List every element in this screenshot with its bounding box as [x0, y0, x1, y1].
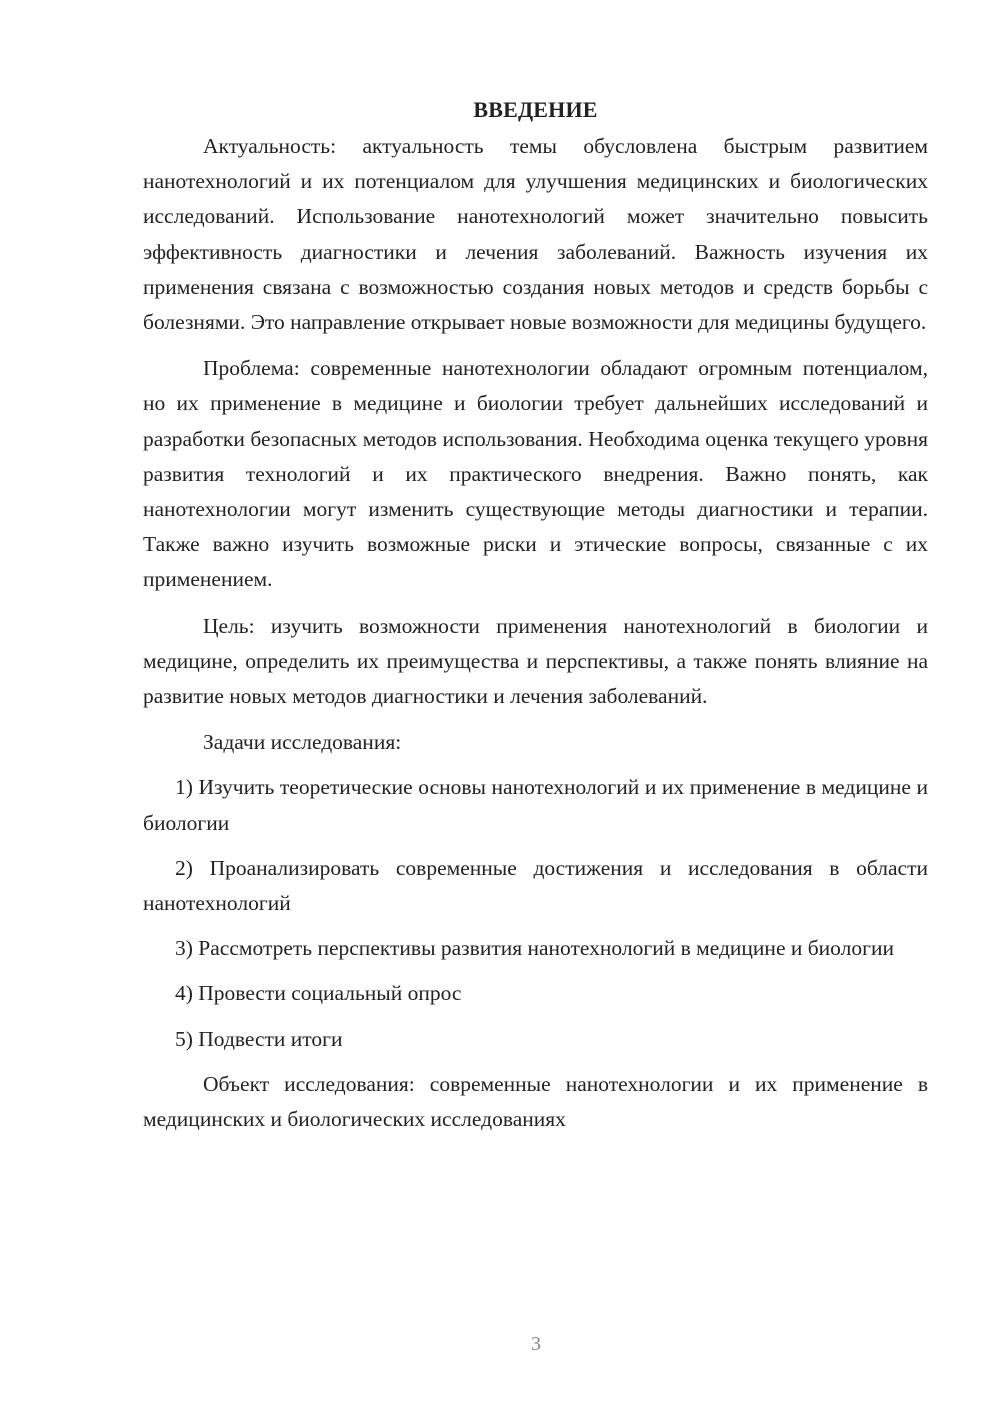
page-title: ВВЕДЕНИЕ	[473, 97, 598, 122]
task-item: 1) Изучить теоретические основы нанотехнологий и их применение в медицине и биологии	[143, 775, 928, 835]
task-item: 3) Рассмотреть перспективы развития нанотехнологий в медицине и биологии	[175, 936, 894, 961]
tasks-list	[143, 770, 928, 1056]
goal-paragraph: Цель: изучить возможности применения нанотехнологий в биологии и медицине, определить их преимущества и перспективы, а также понять влияние на развитие новых методов диагностики и лечения заболеваний.	[143, 613, 928, 709]
task-item: 2) Проанализировать современные достижения и исследования в области нанотехнологий	[143, 855, 928, 916]
object-paragraph: Объект исследования: современные нанотехнологии и их применение в медицинских и биологических исследованиях	[143, 1071, 928, 1132]
tasks-title: Задачи исследования:	[203, 730, 402, 755]
page-number: 3	[531, 1333, 541, 1355]
task-item: 5) Подвести итоги	[175, 1026, 343, 1051]
problem-paragraph: Проблема: современные нанотехнологии обладают огромным потенциалом, но их применение в медицине и биологии требует дальнейших исследований и разработки безопасных методов использования. Необходима оценка текущего уровня развития технологий и их практического внедрения. Важно понять, как нанотехнологии могут изменить существующие методы диагностики и терапии. Также важно изучить возможные риски и этические вопросы, связанные с их применением.	[143, 356, 928, 592]
relevance-paragraph: Актуальность: актуальность темы обусловлена быстрым развитием нанотехнологий и их потенциалом для улучшения медицинских и биологических исследований. Использование нанотехнологий может значительно повысить эффективность диагностики и лечения заболеваний. Важность изучения их применения связана с возможностью создания новых методов и средств борьбы с болезнями. Это направление открывает новые возможности для медицины будущего.	[143, 134, 928, 335]
document-page	[143, 92, 928, 1148]
task-item: 4) Провести социальный опрос	[175, 981, 462, 1006]
